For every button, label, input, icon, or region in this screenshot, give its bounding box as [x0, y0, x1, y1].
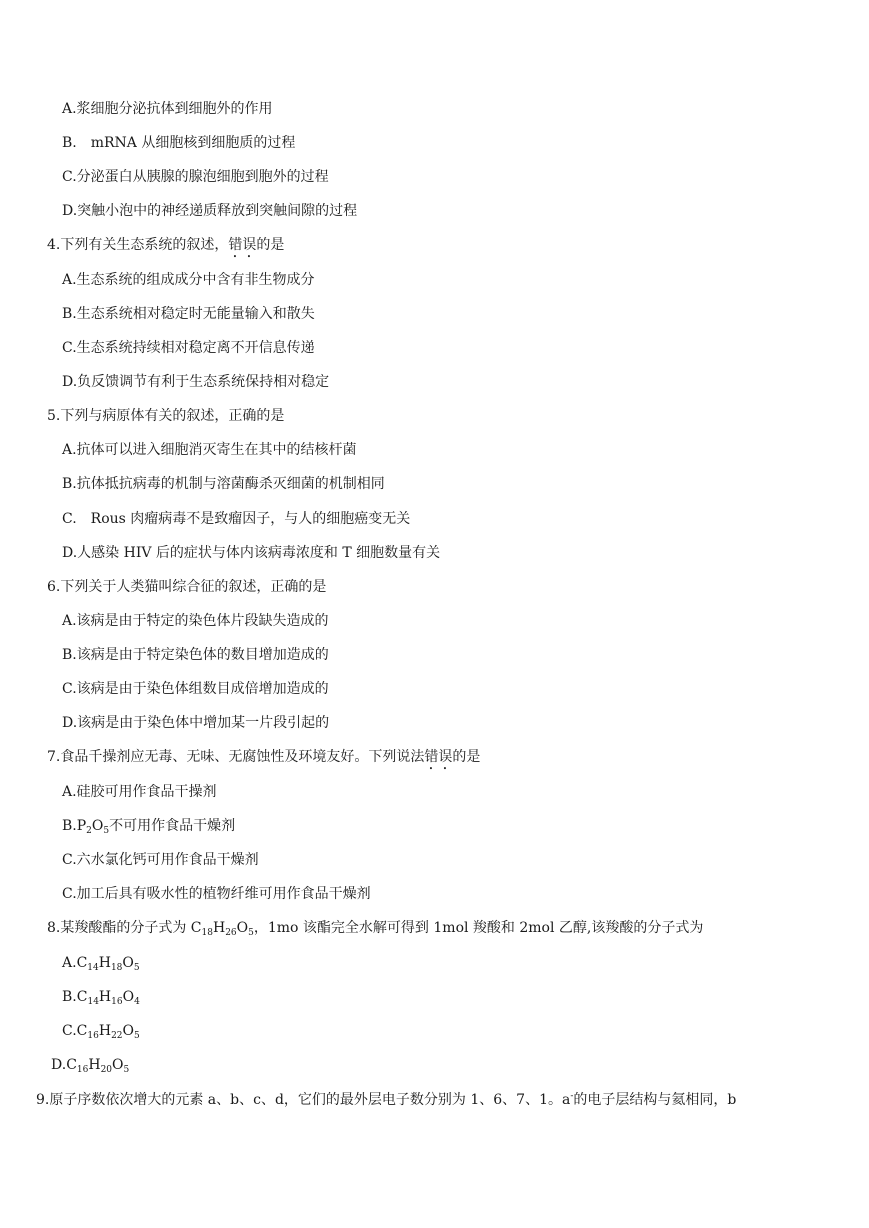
- q8-option-c: $C.C_{16}H_{22}O_5$: [62, 1023, 140, 1041]
- q7-option-b: $B.P_2O_5$不可用作食品干燥剂: [62, 818, 236, 836]
- q8-option-b: $B.C_{14}H_{16}O_4$: [62, 989, 140, 1007]
- q5-option-a: A.抗体可以进入细胞消灭寄生在其中的结核杆菌: [62, 442, 357, 458]
- q4-emphasis: 错误: [228, 237, 257, 253]
- q5-stem: 5.下列与病原体有关的叙述，正确的是: [47, 408, 285, 424]
- q3-option-b: B. mRNA 从细胞核到细胞质的过程: [62, 135, 296, 151]
- q6-option-d: D.该病是由于染色体中增加某一片段引起的: [62, 715, 330, 731]
- q7-stem: 7.食品千操剂应无毒、无味、无腐蚀性及环境友好。下列说法错误的是: [47, 749, 481, 765]
- q5-option-c: C. Rous 肉瘤病毒不是致瘤因子，与人的细胞癌变无关: [62, 511, 411, 527]
- q4-option-c: C.生态系统持续相对稳定离不开信息传递: [62, 340, 315, 356]
- q6-option-b: B.该病是由于特定染色体的数目增加造成的: [62, 647, 329, 663]
- q7-option-c2: C.加工后具有吸水性的植物纤维可用作食品干燥剂: [62, 886, 371, 902]
- q7-option-a: A.硅胶可用作食品干操剂: [62, 784, 217, 800]
- q8-option-a: $A.C_{14}H_{18}O_5$: [62, 955, 140, 973]
- q3-option-d: D.突触小泡中的神经递质释放到突触间隙的过程: [62, 203, 358, 219]
- q8-option-d: $D.C_{16}H_{20}O_5$: [51, 1057, 130, 1075]
- q3-option-a: A.浆细胞分泌抗体到细胞外的作用: [62, 101, 273, 117]
- q9-stem: 9.原子序数依次增大的元素 a、b、c、d，它们的最外层电子数分别为 1、6、7、1。a-的电子层结构与氦相同，b: [36, 1091, 737, 1108]
- q4-option-d: D.负反馈调节有利于生态系统保持相对稳定: [62, 374, 330, 390]
- q4-option-a: A.生态系统的组成成分中含有非生物成分: [62, 272, 315, 288]
- q6-stem: 6.下列关于人类猫叫综合征的叙述，正确的是: [47, 579, 327, 595]
- q6-option-a: A.该病是由于特定的染色体片段缺失造成的: [62, 613, 329, 629]
- q5-option-b: B.抗体抵抗病毒的机制与溶菌酶杀灭细菌的机制相同: [62, 476, 385, 492]
- q5-option-d: D.人感染 HIV 后的症状与体内该病毒浓度和 T 细胞数量有关: [62, 545, 441, 561]
- q4-stem: 4.下列有关生态系统的叙述，错误的是: [47, 237, 285, 253]
- q3-option-c: C.分泌蛋白从胰腺的腺泡细胞到胞外的过程: [62, 169, 329, 185]
- q8-stem: 8.某羧酸酯的分子式为 $C_{18}H_{26}O_5$，1mo 该酯完全水解可得到 1mol 羧酸和 2mol 乙醇,该羧酸的分子式为: [47, 920, 704, 938]
- q4-option-b: B.生态系统相对稳定时无能量输入和散失: [62, 306, 315, 322]
- q7-emphasis: 错误: [424, 749, 453, 765]
- q6-option-c: C.该病是由于染色体组数目成倍增加造成的: [62, 681, 329, 697]
- q7-option-c1: C.六水氯化钙可用作食品干燥剂: [62, 852, 259, 868]
